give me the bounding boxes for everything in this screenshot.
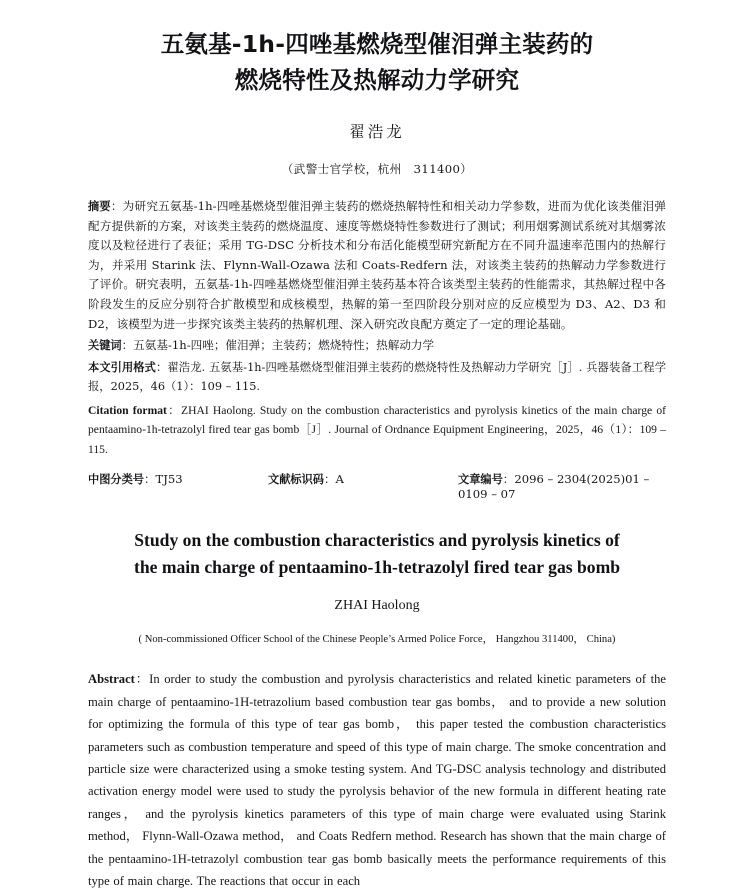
english-citation-text: ：ZHAI Haolong. Study on the combustion characteristics and pyrolysis kinetics of the main charge of pentaamino-1h-tetrazolyl fired tear gas bomb［J］. Journal of Ordnance Equipment Engineering，2025，46（1）：109 – 115. — [88, 403, 666, 456]
chinese-author: 翟浩龙 — [349, 123, 405, 141]
chinese-abstract-block — [88, 177, 666, 459]
english-citation — [88, 397, 666, 460]
chinese-abstract-text: ：为研究五氨基-1h-四唑基燃烧型催泪弹主装药的燃烧热解特性和相关动力学参数，进而为优化该类催泪弹配方提供新的方案，对该类主装药的燃烧温度、速度等燃烧特性参数进行了测试；利用烟雾测试系统对其烟雾浓度以及粒径进行了表征；采用 TG-DSC 分析技术和分布活化能模型研究新配方在不同升温速率范围内的热解行为，并采用 Starink 法、Flynn-Wall-Ozawa 法和 Coats-Redfern 法，对该类主装药的热解动力学参数进行了评价。研究表明，五氨基-1h-四唑基燃烧型催泪弹主装药基本符合该类型主装药的性能需求，其热解过程中各阶段发生的反应分别符合扩散模型和成核模型，热解的第一至四阶段分别对应的反应模型为 D3、A2、D3 和 D2，该模型为进一步探究该类主装药的热解机理、深入研究改良配方奠定了一定的理论基础。 — [88, 199, 666, 331]
document-code — [268, 471, 458, 501]
chinese-title-line-1: 五氨基-1h-四唑基燃烧型催泪弹主装药的 — [160, 30, 594, 58]
english-abstract-text: ：In order to study the combustion and pyrolysis characteristics and related kinetic parameters of the main charge of pentaamino-1H-tetrazolium based combustion tear gas bombs， and to provide a new solution for optimizing the formula of this type of tear gas bomb， this paper tested the combustion characteristics parameters such as combustion temperature and speed of this type of main charge. The smoke concentration and particle size were characterized using a smoke testing system. And TG-DSC analysis technology and distributed activation energy model were used to study the pyrolysis behavior of the new formula in different heating rate ranges， and the pyrolysis kinetics parameters of this type of main charge were evaluated using Starink method， Flynn-Wall-Ozawa method， and Coats Redfern method. Research has shown that the main charge of the pentaamino-1H-tetrazolyl combustion tear gas bomb basically meets the performance requirements of this type of main charge. The reactions that occur in each — [88, 672, 666, 888]
article-number-label: 文章编号 — [458, 473, 503, 487]
english-author: ZHAI Haolong — [334, 598, 420, 614]
article-number — [458, 471, 666, 501]
document-code-label: 文献标识码 — [268, 473, 324, 487]
clc-label: 中图分类号 — [88, 473, 144, 487]
english-abstract — [88, 646, 666, 892]
chinese-abstract-label: 摘要 — [88, 200, 111, 213]
chinese-affiliation: （武警士官学校，杭州 311400） — [281, 162, 473, 176]
chinese-title — [88, 0, 666, 98]
english-citation-label: Citation format — [88, 403, 167, 417]
chinese-citation-label: 本文引用格式 — [88, 360, 156, 374]
english-abstract-label: Abstract — [88, 672, 135, 687]
english-affiliation: ( Non-commissioned Officer School of the Chinese People’s Armed Police Force， Hangzhou 311400， China) — [138, 634, 616, 646]
clc-value: ：TJ53 — [143, 472, 183, 487]
english-title-line-1: Study on the combustion characteristics and pyrolysis kinetics of — [134, 530, 620, 551]
chinese-citation-text: ：翟浩龙. 五氨基-1h-四唑基燃烧型催泪弹主装药的燃烧特性及热解动力学研究［J］. 兵器装备工程学报，2025，46（1）：109 – 115. — [88, 360, 666, 394]
article-number-value: ：2096 – 2304(2025)01 – 0109 – 07 — [458, 472, 650, 502]
chinese-citation — [88, 356, 666, 397]
english-title-line-2: the main charge of pentaamino-1h-tetrazolyl fired tear gas bomb — [133, 557, 621, 578]
chinese-title-line-2: 燃烧特性及热解动力学研究 — [234, 66, 520, 94]
chinese-keywords-text: ：五氨基-1h-四唑；催泪弹；主装药；燃烧特性；热解动力学 — [121, 338, 435, 353]
chinese-keywords-label: 关键词 — [88, 339, 122, 353]
classification-row — [88, 459, 666, 501]
chinese-keywords — [88, 334, 666, 356]
english-title — [88, 501, 666, 581]
clc-number — [88, 471, 268, 501]
chinese-abstract — [88, 197, 666, 334]
document-code-value: ：A — [323, 472, 344, 487]
